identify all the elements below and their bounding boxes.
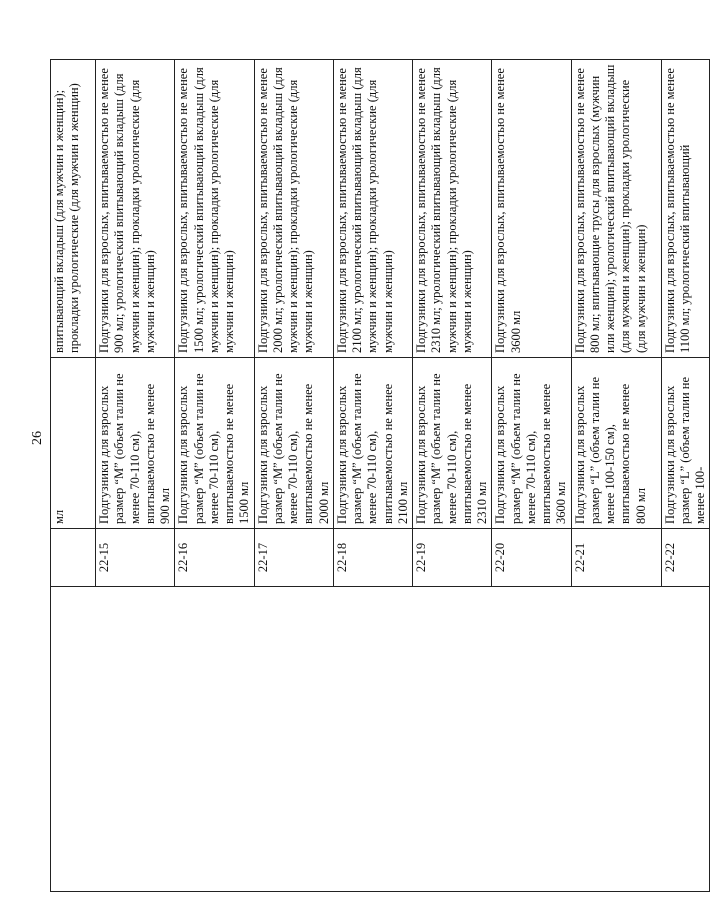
description-cell: Подгузники для взрослых, впитываемостью не менее 900 мл; урологический впитывающий вкладыш (для мужчин и женщин); прокладки урологические (для мужчин и женщин) [96, 60, 175, 358]
product-cell: мл [51, 358, 96, 529]
product-cell: Подгузники для взрослых размер “M” (объем талии не менее 70-110 см), впитываемостью не менее 2000 мл [254, 358, 333, 529]
rotated-table-container [50, 60, 707, 892]
product-cell: Подгузники для взрослых размер “L” (объем талии не менее 100- [661, 358, 710, 529]
description-cell: Подгузники для взрослых, впитываемостью не менее 2100 мл; урологический впитывающий вкладыш (для мужчин и женщин); прокладки урологические (для мужчин и женщин) [333, 60, 412, 358]
code-cell: 22-15 [96, 529, 175, 587]
product-cell: Подгузники для взрослых размер “M” (объем талии не менее 70-110 см), впитываемостью не менее 3600 мл [492, 358, 571, 529]
description-cell: Подгузники для взрослых, впитываемостью не менее 2310 мл; урологический впитывающий вкладыш (для мужчин и женщин); прокладки урологические (для мужчин и женщин) [413, 60, 492, 358]
code-cell: 22-17 [254, 529, 333, 587]
products-table [50, 59, 710, 892]
code-cell [51, 529, 96, 587]
product-cell: Подгузники для взрослых размер “M” (объем талии не менее 70-110 см), впитываемостью не менее 900 мл [96, 358, 175, 529]
blank-column-cell [51, 587, 710, 892]
description-cell: впитывающий вкладыш (для мужчин и женщин); прокладки урологические (для мужчин и женщин) [51, 60, 96, 358]
product-cell: Подгузники для взрослых размер “M” (объем талии не менее 70-110 см), впитываемостью не менее 2100 мл [333, 358, 412, 529]
table-row-continued [51, 60, 96, 892]
code-cell: 22-18 [333, 529, 412, 587]
description-cell: Подгузники для взрослых, впитываемостью не менее 800 мл; впитывающие трусы для взрослых (мужчин или женщин); урологический впитывающий вкладыш (для мужчин и женщин); прокладки урологические (для мужчин и женщин) [571, 60, 661, 358]
code-cell: 22-22 [661, 529, 710, 587]
description-cell: Подгузники для взрослых, впитываемостью не менее 1500 мл; урологический впитывающий вкладыш (для мужчин и женщин); прокладки урологические (для мужчин и женщин) [175, 60, 254, 358]
product-cell: Подгузники для взрослых размер “L” (объем талии не менее 100-150 см), впитываемостью не менее 800 мл [571, 358, 661, 529]
product-cell: Подгузники для взрослых размер “M” (объем талии не менее 70-110 см), впитываемостью не менее 1500 мл [175, 358, 254, 529]
description-cell: Подгузники для взрослых, впитываемостью не менее 1100 мл; урологический впитывающий [661, 60, 710, 358]
product-cell: Подгузники для взрослых размер “M” (объем талии не менее 70-110 см), впитываемостью не менее 2310 мл [413, 358, 492, 529]
page-number: 26 [30, 431, 45, 445]
code-cell: 22-20 [492, 529, 571, 587]
code-cell: 22-19 [413, 529, 492, 587]
description-cell: Подгузники для взрослых, впитываемостью не менее 3600 мл [492, 60, 571, 358]
description-cell: Подгузники для взрослых, впитываемостью не менее 2000 мл; урологический впитывающий вкладыш (для мужчин и женщин); прокладки урологические (для мужчин и женщин) [254, 60, 333, 358]
code-cell: 22-21 [571, 529, 661, 587]
code-cell: 22-16 [175, 529, 254, 587]
